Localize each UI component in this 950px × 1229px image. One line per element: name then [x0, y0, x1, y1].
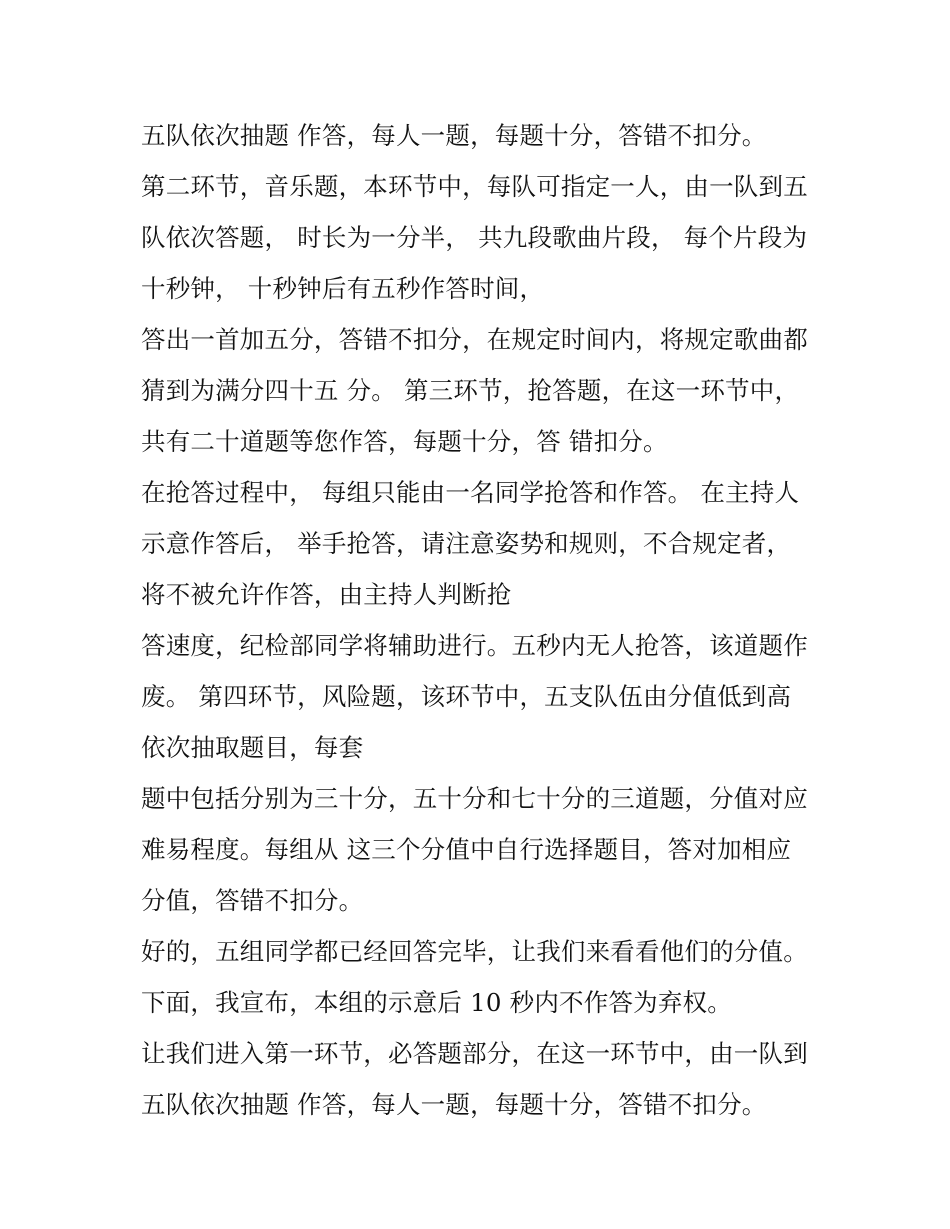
text-line: 答出一首加五分，答错不扣分，在规定时间内，将规定歌曲都 [141, 325, 808, 354]
text-line: 依次抽取题目，每套 [141, 733, 364, 762]
text-line: 将不被允许作答，由主持人判断抢 [141, 580, 512, 609]
text-line: 让我们进入第一环节，必答题部分，在这一环节中，由一队到 [141, 1039, 808, 1068]
text-line: 十秒钟， 十秒钟后有五秒作答时间， [141, 274, 545, 303]
text-line: 第二环节，音乐题，本环节中，每队可指定一人，由一队到五 [141, 172, 808, 201]
text-line: 下面，我宣布，本组的示意后 10 秒内不作答为弃权。 [141, 988, 732, 1017]
text-line: 队依次答题， 时长为一分半， 共九段歌曲片段， 每个片段为 [141, 223, 808, 252]
text-line: 猜到为满分四十五 分。 第三环节，抢答题，在这一环节中， [141, 376, 800, 405]
text-line: 废。 第四环节，风险题，该环节中，五支队伍由分值低到高 [141, 682, 792, 711]
text-line: 题中包括分别为三十分，五十分和七十分的三道题，分值对应 [141, 784, 808, 813]
text-line: 答速度，纪检部同学将辅助进行。五秒内无人抢答，该道题作 [141, 631, 808, 660]
text-line: 五队依次抽题 作答，每人一题，每题十分，答错不扣分。 [141, 1090, 767, 1119]
text-line: 在抢答过程中， 每组只能由一名同学抢答和作答。 在主持人 [141, 478, 800, 507]
text-line: 共有二十道题等您作答，每题十分，答 错扣分。 [141, 427, 668, 456]
text-line: 分值，答错不扣分。 [141, 886, 364, 915]
text-line: 难易程度。每组从 这三个分值中自行选择题目，答对加相应 [141, 835, 792, 864]
document-body [141, 110, 841, 1130]
text-line: 好的，五组同学都已经回答完毕，让我们来看看他们的分值。 [141, 937, 808, 966]
text-line: 示意作答后， 举手抢答，请注意姿势和规则，不合规定者， [141, 529, 792, 558]
text-line: 五队依次抽题 作答，每人一题，每题十分，答错不扣分。 [141, 121, 767, 150]
